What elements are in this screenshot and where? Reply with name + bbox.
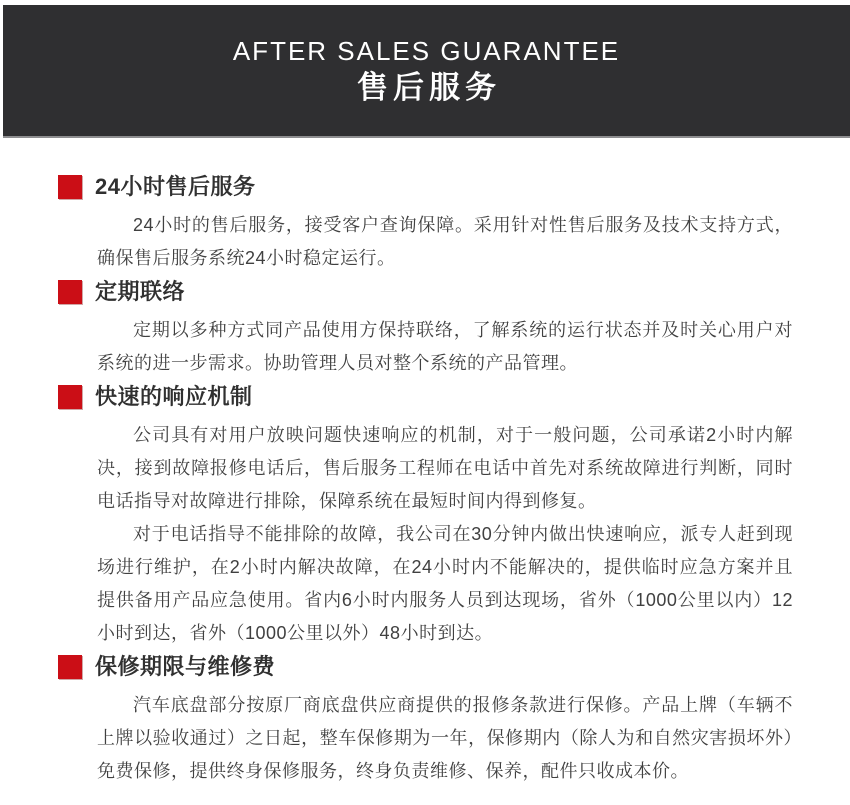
red-square-bullet-icon bbox=[58, 655, 82, 679]
section-title: 24小时售后服务 bbox=[95, 174, 256, 199]
section-heading-row bbox=[58, 174, 793, 199]
section-regular-contact bbox=[58, 279, 793, 380]
section-title: 快速的响应机制 bbox=[95, 384, 253, 409]
section-24h-service bbox=[58, 174, 793, 275]
section-heading-row bbox=[58, 654, 793, 679]
after-sales-content bbox=[0, 138, 850, 788]
section-title: 定期联络 bbox=[95, 279, 186, 304]
red-square-bullet-icon bbox=[58, 280, 82, 304]
banner-title-en: AFTER SALES GUARANTEE bbox=[232, 36, 621, 66]
section-paragraph: 定期以多种方式同产品使用方保持联络，了解系统的运行状态并及时关心用户对系统的进一步需求。协助管理人员对整个系统的产品管理。 bbox=[97, 320, 793, 373]
banner-title-zh: 售后服务 bbox=[357, 70, 501, 105]
section-title: 保修期限与维修费 bbox=[95, 654, 276, 679]
section-body bbox=[97, 689, 793, 788]
section-body bbox=[97, 314, 793, 380]
section-heading-row bbox=[58, 279, 793, 304]
section-paragraph: 对于电话指导不能排除的故障，我公司在30分钟内做出快速响应，派专人赶到现场进行维护，在2小时内解决故障，在24小时内不能解决的，提供临时应急方案并且提供备用产品应急使用。省内6小时内服务人员到达现场，省外（1000公里以内）12小时到达，省外（1000公里以外）48小时到达。 bbox=[97, 524, 793, 643]
section-paragraph: 公司具有对用户放映问题快速响应的机制，对于一般问题，公司承诺2小时内解决，接到故障报修电话后，售后服务工程师在电话中首先对系统故障进行判断，同时电话指导对故障进行排除，保障系统在最短时间内得到修复。 bbox=[97, 425, 793, 511]
section-body bbox=[97, 209, 793, 275]
section-paragraph: 24小时的售后服务，接受客户查询保障。采用针对性售后服务及技术支持方式，确保售后服务系统24小时稳定运行。 bbox=[97, 215, 793, 268]
section-paragraph: 汽车底盘部分按原厂商底盘供应商提供的报修条款进行保修。产品上牌（车辆不上牌以验收通过）之日起，整车保修期为一年，保修期内（除人为和自然灾害损坏外）免费保修，提供终身保修服务，终身负责维修、保养，配件只收成本价。 bbox=[97, 695, 793, 781]
red-square-bullet-icon bbox=[58, 385, 82, 409]
section-warranty-terms bbox=[58, 654, 793, 788]
red-square-bullet-icon bbox=[58, 175, 82, 199]
section-heading-row bbox=[58, 384, 793, 409]
section-rapid-response bbox=[58, 384, 793, 650]
section-body bbox=[97, 419, 793, 650]
after-sales-banner bbox=[3, 5, 850, 138]
